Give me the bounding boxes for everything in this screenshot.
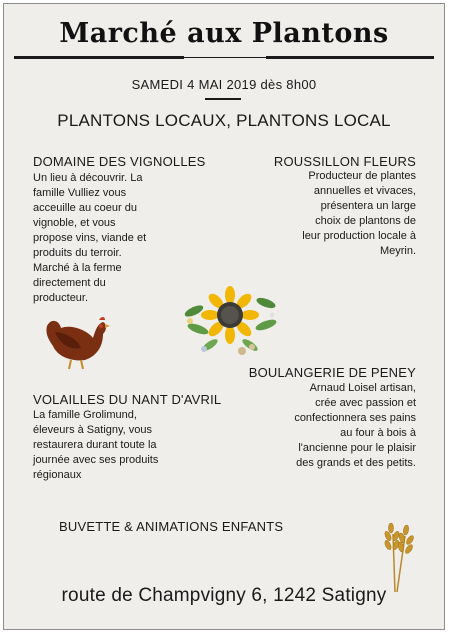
- buvette-heading: BUVETTE & ANIMATIONS ENFANTS: [59, 519, 284, 534]
- vendor-text-roussillon: [302, 169, 416, 259]
- vendor-heading-roussillon: ROUSSILLON FLEURS: [273, 154, 416, 169]
- wheat-icon: [384, 523, 415, 592]
- vendor-heading-vignolles: DOMAINE DES VIGNOLLES: [33, 154, 206, 169]
- poster-title: Marché aux Plantons: [59, 18, 389, 49]
- text-line: acceuille au coeur du: [33, 202, 137, 214]
- title-rule-center: [184, 57, 266, 58]
- text-line: journée avec ses produits: [33, 454, 159, 466]
- date-divider: [205, 98, 241, 100]
- text-line: éleveurs à Satigny, vous: [33, 424, 153, 436]
- poster: [3, 3, 445, 630]
- text-line: famille Vulliez vous: [33, 187, 127, 199]
- text-line: des grands et des petits.: [296, 457, 416, 469]
- title-rule-right: [266, 56, 434, 59]
- text-line: Producteur de plantes: [308, 170, 416, 182]
- event-date: SAMEDI 4 MAI 2019 dès 8h00: [131, 77, 317, 92]
- text-line: choix de plantons de: [315, 215, 416, 227]
- text-line: directement du: [33, 277, 106, 289]
- text-line: régionaux: [33, 469, 82, 481]
- vendor-heading-peney: BOULANGERIE DE PENEY: [248, 365, 416, 380]
- vendor-text-peney: [294, 381, 416, 471]
- event-address: route de Champvigny 6, 1242 Satigny: [61, 585, 387, 606]
- text-line: Arnaud Loisel artisan,: [309, 382, 416, 394]
- text-line: l'ancienne pour le plaisir: [298, 442, 416, 454]
- text-line: La famille Grolimund,: [33, 409, 137, 421]
- text-line: propose vins, viande et: [33, 232, 147, 244]
- text-line: leur production locale à: [302, 230, 416, 242]
- text-line: Meyrin.: [379, 245, 416, 257]
- text-line: Un lieu à découvrir. La: [33, 172, 143, 184]
- text-line: présentera un large: [320, 200, 416, 212]
- vendor-text-volailles: [33, 408, 158, 483]
- text-line: crée avec passion et: [315, 397, 416, 409]
- title-rule-left: [14, 56, 184, 59]
- text-line: produits du terroir.: [33, 247, 122, 259]
- sunflower-bouquet-illustration: [180, 285, 280, 355]
- text-line: vignoble, et vous: [33, 217, 116, 229]
- text-line: au four à bois à: [340, 427, 416, 439]
- text-line: confectionnera ses pains: [294, 412, 416, 424]
- text-line: Marché à la ferme: [33, 262, 122, 274]
- vendor-heading-volailles: VOLAILLES DU NANT D'AVRIL: [33, 392, 222, 407]
- text-line: restaurera durant toute la: [33, 439, 157, 451]
- hen-illustration: [41, 312, 111, 370]
- sunflower-icon: [201, 286, 259, 344]
- text-line: producteur.: [33, 292, 89, 304]
- wheat-illustration: [383, 514, 415, 594]
- text-line: annuelles et vivaces,: [313, 185, 416, 197]
- tagline: PLANTONS LOCAUX, PLANTONS LOCAL: [57, 111, 391, 130]
- vendor-text-vignolles: [33, 171, 146, 306]
- hen-icon: [46, 317, 110, 369]
